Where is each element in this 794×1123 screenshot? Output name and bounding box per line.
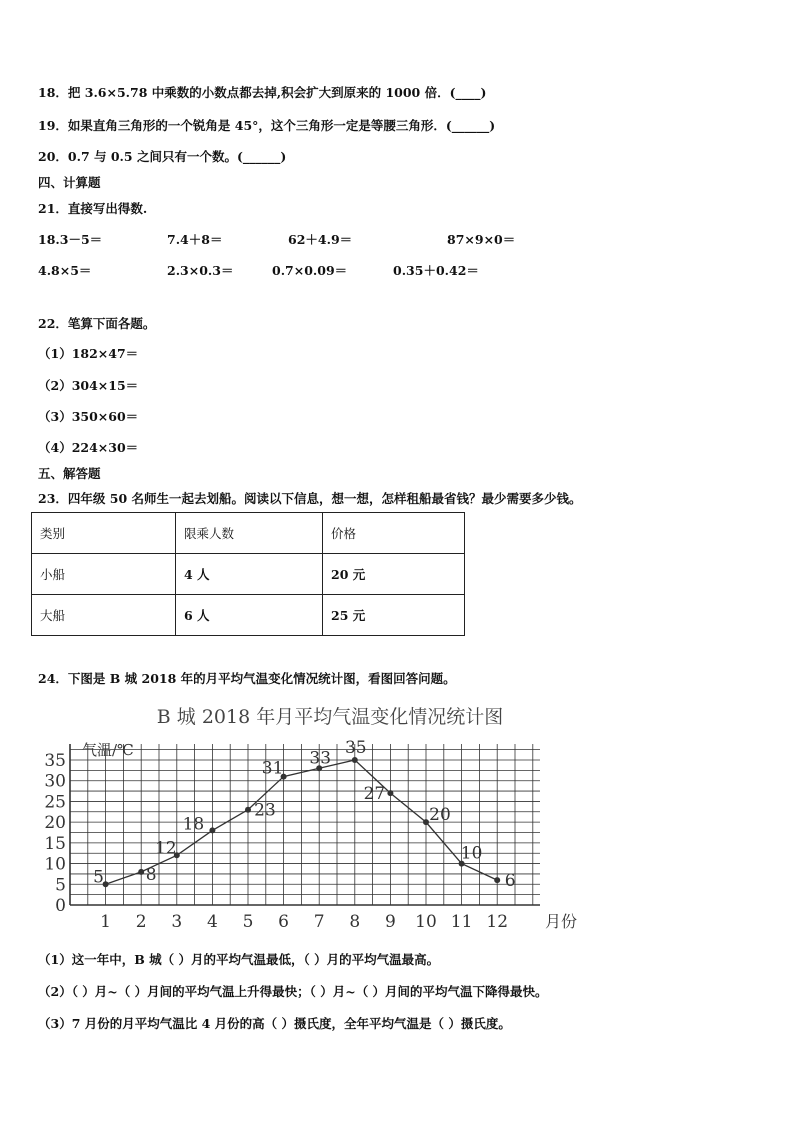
calc-item: 0.7×0.09＝ [272, 263, 348, 278]
written-calc-item: （4）224×30＝ [38, 440, 139, 455]
y-tick-label: 35 [44, 751, 66, 771]
data-label: 20 [429, 805, 451, 826]
y-axis-label: 气温/℃ [82, 741, 134, 759]
question-18: 18．把 3.6×5.78 中乘数的小数点都去掉,积会扩大到原来的 1000 倍．(____) [38, 85, 487, 100]
table-cell: 4 人 [176, 554, 323, 595]
data-label: 27 [363, 784, 386, 805]
section-heading-answers: 五、解答题 [38, 466, 101, 481]
calc-item: 87×9×0＝ [447, 232, 516, 247]
question-22: 22．笔算下面各题。 [38, 316, 156, 331]
written-calc-item: （2）304×15＝ [38, 378, 139, 393]
x-tick-label: 7 [313, 912, 325, 932]
x-tick-label: 1 [100, 912, 112, 932]
y-tick-label: 25 [44, 792, 66, 813]
calc-item: 4.8×5＝ [38, 263, 92, 278]
x-tick-label: 2 [135, 912, 147, 932]
x-tick-label: 12 [486, 912, 509, 932]
data-label: 6 [504, 871, 516, 892]
table-header-cell: 限乘人数 [176, 513, 323, 554]
y-tick-label: 20 [44, 813, 66, 834]
calc-item: 0.35＋0.42＝ [393, 263, 479, 278]
data-point [245, 807, 251, 813]
x-axis-label: 月份 [545, 912, 578, 931]
x-tick-label: 11 [450, 912, 473, 932]
y-tick-label: 30 [44, 771, 66, 792]
question-19: 19．如果直角三角形的一个锐角是 45°，这个三角形一定是等腰三角形．(______) [38, 118, 496, 133]
x-tick-label: 8 [349, 912, 361, 932]
table-header-cell: 类别 [32, 513, 176, 554]
calc-item: 18.3－5＝ [38, 232, 103, 247]
temperature-line-chart [40, 700, 600, 935]
y-tick-label: 0 [55, 896, 66, 916]
table-header-cell: 价格 [323, 513, 465, 554]
question-21: 21．直接写出得数. [38, 201, 148, 216]
y-tick-label: 5 [55, 875, 66, 896]
section-heading-calc: 四、计算题 [38, 175, 101, 190]
data-point [423, 819, 429, 825]
boat-rental-table [31, 512, 465, 636]
question-24: 24．下图是 B 城 2018 年的月平均气温变化情况统计图，看图回答问题。 [38, 671, 456, 686]
data-label: 31 [261, 758, 284, 779]
data-point [138, 869, 144, 875]
question-24-part-2: （2）（ ）月~（ ）月间的平均气温上升得最快；（ ）月~（ ）月间的平均气温下降得最快。 [38, 984, 548, 999]
x-tick-label: 6 [278, 912, 290, 932]
x-tick-label: 5 [242, 912, 254, 932]
data-label: 10 [460, 843, 483, 864]
table-row [32, 595, 465, 636]
x-tick-label: 9 [384, 912, 396, 932]
calc-item: 62＋4.9＝ [288, 232, 353, 247]
y-tick-label: 10 [44, 854, 66, 875]
x-tick-label: 10 [415, 912, 437, 932]
data-point [209, 827, 215, 833]
question-20: 20．0.7 与 0.5 之间只有一个数。(______) [38, 149, 287, 164]
question-24-part-3: （3）7 月份的月平均气温比 4 月份的高（ ）摄氏度，全年平均气温是（ ）摄氏度。 [38, 1016, 511, 1031]
table-cell: 大船 [32, 595, 176, 636]
calc-item: 7.4＋8＝ [167, 232, 223, 247]
x-tick-label: 4 [206, 912, 218, 932]
data-label: 12 [154, 838, 177, 859]
data-label: 5 [93, 867, 105, 888]
chart-title: B 城 2018 年月平均气温变化情况统计图 [156, 706, 504, 728]
table-cell: 6 人 [176, 595, 323, 636]
question-23: 23．四年级 50 名师生一起去划船。阅读以下信息，想一想，怎样租船最省钱？最少需要多少钱。 [38, 491, 582, 506]
data-label: 18 [182, 814, 205, 835]
table-cell: 20 元 [323, 554, 465, 595]
data-point [387, 790, 393, 796]
y-tick-label: 15 [44, 833, 66, 854]
question-24-part-1: （1）这一年中，B 城（ ）月的平均气温最低，（ ）月的平均气温最高。 [38, 952, 440, 967]
table-header-row [32, 513, 465, 554]
data-label: 23 [254, 800, 276, 821]
data-label: 33 [309, 748, 332, 769]
data-label: 35 [344, 738, 367, 758]
table-cell: 25 元 [323, 595, 465, 636]
table-row [32, 554, 465, 595]
table-cell: 小船 [32, 554, 176, 595]
written-calc-item: （3）350×60＝ [38, 409, 139, 424]
x-tick-label: 3 [171, 912, 183, 932]
data-label: 8 [145, 864, 157, 885]
data-point [494, 877, 500, 883]
calc-item: 2.3×0.3＝ [167, 263, 234, 278]
written-calc-item: （1）182×47＝ [38, 346, 139, 361]
